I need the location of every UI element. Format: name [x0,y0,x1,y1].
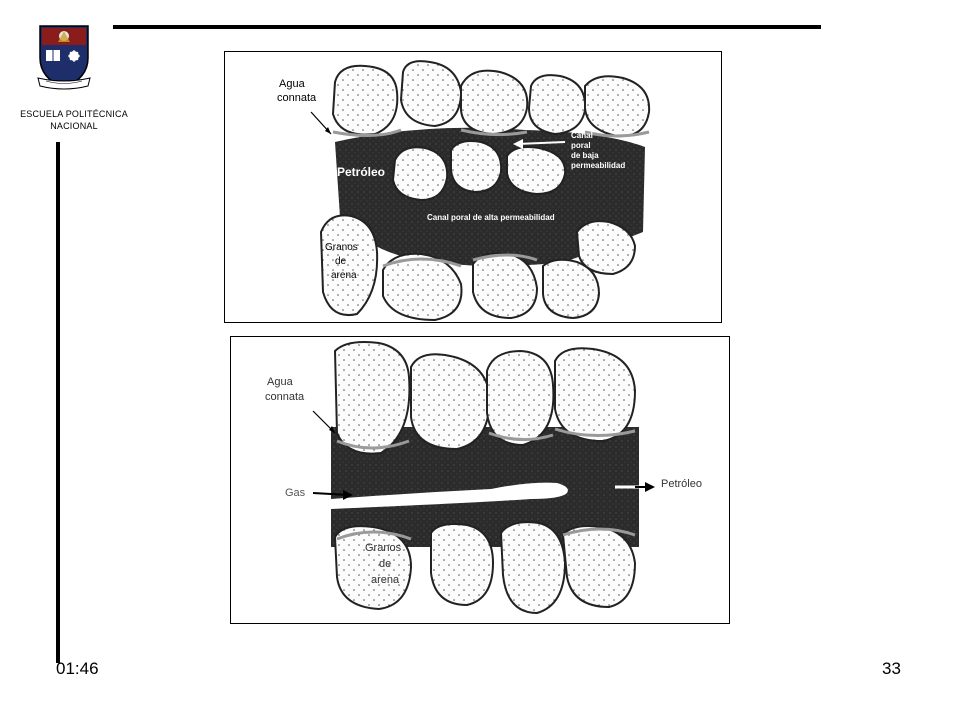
sand-grain [501,522,565,613]
label-low-perm-line4: permeabilidad [571,161,626,170]
label-grains-line3: arena [371,574,400,586]
sand-grain [431,524,493,605]
slide-page-number: 33 [882,659,901,678]
sand-grain [333,66,397,135]
label-high-perm: Canal poral de alta permeabilidad [427,213,555,222]
label-grains-line3: arena [331,270,357,281]
institution-crest-icon [36,22,92,92]
sand-grain [335,342,409,454]
slide-time: 01:46 [56,659,99,678]
label-connate-line2: connata [277,92,317,104]
institution-name-line1: ESCUELA POLITÉCNICA [20,109,128,119]
label-low-perm-line2: poral [571,141,591,150]
sand-grain [401,61,461,126]
label-oil: Petróleo [337,165,386,179]
sand-grain [563,526,635,607]
diagram-high-low-permeability-channels [224,51,722,323]
institution-name-line2: NACIONAL [50,121,98,131]
sand-grain [487,351,553,445]
diagram-gas-displacement [230,336,730,624]
institution-name [0,108,148,132]
top-divider [113,25,821,29]
sand-grain [585,76,649,136]
left-divider [56,142,60,663]
sand-grain [321,215,377,315]
sand-grain [335,526,411,609]
label-low-perm-line1: Canal [571,131,593,140]
sand-grain [451,141,501,192]
label-connate-line2: connata [265,391,305,403]
sand-grain [555,348,635,441]
label-grains-line2: de [335,256,347,267]
label-oil: Petróleo [661,478,702,490]
sand-grain [529,75,585,134]
label-grains-line1: Granos [365,542,402,554]
label-connate-line1: Agua [279,78,305,90]
label-grains-line2: de [379,558,392,570]
label-gas: Gas [285,487,306,499]
sand-grain [507,147,565,194]
sand-grain [461,71,527,134]
label-low-perm-line3: de baja [571,151,599,160]
pore-channel-diagram-bottom [231,337,729,623]
pore-channel-diagram-top [225,52,721,322]
label-connate-line1: Agua [267,376,293,388]
label-grains-line1: Granos [325,242,358,253]
sand-grain [411,354,489,449]
sand-grain [393,147,447,200]
